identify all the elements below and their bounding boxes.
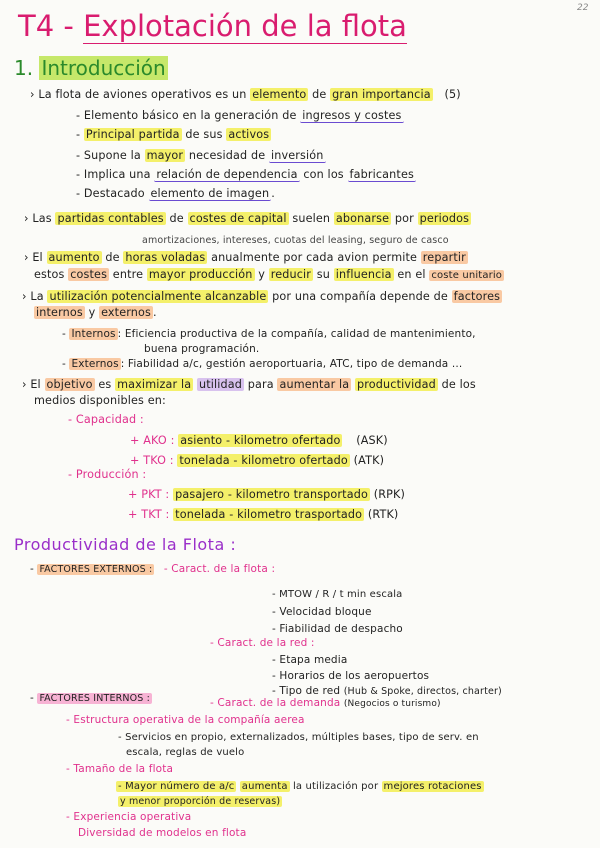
- bullet-text: Implica una: [83, 168, 151, 181]
- aumento-line-1: › El aumento de horas voladas anualmente por cada avion permite repartir: [24, 251, 466, 264]
- diversidad-label: Diversidad de modelos en flota: [78, 827, 247, 839]
- text: : Fiabilidad a/c, gestión aeroportuaria, ATC, tipo de demanda ...: [120, 358, 463, 370]
- factores-internos-line: - FACTORES INTERNOS :: [30, 692, 150, 704]
- label: Producción :: [75, 468, 147, 481]
- estructura-item-2: escala, reglas de vuelo: [126, 747, 245, 758]
- bullet-highlight: mayor: [146, 149, 184, 162]
- text: por una compañía depende de: [272, 290, 448, 303]
- highlight: mayor producción: [148, 268, 253, 281]
- bullet-highlight: inversión: [270, 149, 324, 162]
- text: es: [98, 378, 112, 391]
- section-number: 1.: [14, 56, 34, 80]
- acronym: (RTK): [367, 508, 399, 521]
- acronym: (ASK): [356, 434, 388, 447]
- flota-item: - Velocidad bloque: [272, 606, 372, 618]
- produccion-label: - Producción :: [68, 468, 147, 481]
- ako-line: [130, 434, 388, 448]
- tamano-label: - Tamaño de la flota: [66, 763, 174, 775]
- text: La: [30, 290, 44, 303]
- label: - Caract. de la demanda: [210, 697, 341, 709]
- text: y: [258, 268, 265, 281]
- text: .: [153, 306, 157, 319]
- key: + TKO :: [130, 454, 174, 467]
- tamano-item-2: [118, 795, 282, 809]
- bullet-text: Supone la: [83, 149, 141, 162]
- highlight: reducir: [270, 268, 312, 281]
- bullet-text: .: [271, 187, 275, 200]
- highlight: - Mayor número de a/c: [118, 781, 235, 792]
- red-label: - Caract. de la red :: [210, 637, 315, 649]
- bullet-highlight: relación de dependencia: [156, 168, 298, 181]
- tko-line: [130, 454, 384, 468]
- page-title: [18, 8, 407, 44]
- label: FACTORES INTERNOS :: [39, 693, 150, 704]
- highlight: coste unitario: [431, 270, 503, 281]
- highlight: tonelada - kilometro ofertado: [179, 454, 348, 467]
- text: El: [32, 251, 43, 264]
- tamano-item: [116, 780, 484, 794]
- highlight: utilidad: [198, 378, 243, 391]
- flota-item: - Fiabilidad de despacho: [272, 623, 403, 635]
- tkt-line: [128, 508, 398, 522]
- text: El: [30, 378, 41, 391]
- text: la utilización: [292, 781, 358, 792]
- intro-text: La flota de aviones operativos es un: [38, 88, 247, 101]
- key: + PKT :: [128, 488, 170, 501]
- text: suelen: [292, 212, 331, 225]
- highlight: influencia: [335, 268, 392, 281]
- label: FACTORES EXTERNOS :: [39, 564, 153, 575]
- intro-count: (5): [444, 88, 461, 101]
- highlight: aumenta: [241, 781, 288, 792]
- bullet-text: Destacado: [83, 187, 145, 200]
- text: entre: [112, 268, 144, 281]
- text: de los: [441, 378, 476, 391]
- highlight: aumento: [48, 251, 100, 264]
- bullet-highlight: elemento de imagen: [150, 187, 270, 200]
- highlight: repartir: [422, 251, 466, 264]
- sublabel: - Caract. de la flota :: [163, 563, 276, 575]
- bullet-highlight: fabricantes: [349, 168, 414, 181]
- text: (Hub & Spoke, directos, charter): [343, 686, 502, 697]
- partidas-note: amortizaciones, intereses, cuotas del leasing, seguro de casco: [142, 235, 449, 246]
- objetivo-line-2: medios disponibles en:: [34, 394, 166, 407]
- bullet-text: necesidad de: [188, 149, 266, 162]
- label: Externos: [71, 358, 119, 370]
- text: : Eficiencia productiva de la compañía, calidad de mantenimiento,: [117, 328, 476, 340]
- utilizacion-line-2: [34, 306, 157, 320]
- demanda-line: [210, 696, 441, 711]
- bullet: - Destacado elemento de imagen .: [76, 187, 275, 200]
- aumento-line-2: [34, 268, 504, 283]
- internos-line: - Internos : Eficiencia productiva de la compañía, calidad de mantenimiento,: [62, 328, 476, 340]
- text: su: [316, 268, 331, 281]
- estructura-label: - Estructura operativa de la compañía aerea: [66, 714, 305, 726]
- experiencia-label: - Experiencia operativa: [66, 811, 192, 823]
- intro-highlight: gran importancia: [332, 88, 431, 101]
- key: + AKO :: [130, 434, 175, 447]
- bullet-highlight: ingresos y costes: [302, 109, 402, 122]
- bullet-text: de sus: [185, 128, 223, 141]
- section-title: Introducción: [41, 56, 166, 80]
- key: + TKT :: [128, 508, 170, 521]
- factores-externos-line: - FACTORES EXTERNOS : - Caract. de la flota :: [30, 563, 276, 575]
- utilizacion-line: › La utilización potencialmente alcanzable por una compañía depende de factores: [22, 290, 501, 303]
- highlight: y menor proporción de reservas): [120, 796, 281, 807]
- label: Internos: [71, 328, 116, 340]
- page-number: 22: [577, 3, 589, 13]
- highlight: factores: [453, 290, 501, 303]
- flota-item: - MTOW / R / t min escala: [272, 589, 403, 600]
- intro-text: de: [312, 88, 327, 101]
- partidas-line: › Las partidas contables de costes de capital suelen abonarse por periodos: [24, 212, 470, 225]
- bullet: - Implica una relación de dependencia con los fabricantes: [76, 168, 414, 181]
- objetivo-line: › El objetivo es maximizar la utilidad para aumentar la productividad de los: [22, 378, 476, 391]
- highlight: horas voladas: [125, 251, 206, 264]
- highlight: utilización potencialmente alcanzable: [49, 290, 267, 303]
- intro-highlight: elemento: [252, 88, 307, 101]
- acronym: (RPK): [373, 488, 406, 501]
- text: por: [394, 212, 414, 225]
- capacidad-label: - Capacidad :: [68, 413, 144, 426]
- bullet-text: Elemento básico en la generación de: [83, 109, 297, 122]
- text: para: [247, 378, 274, 391]
- label: Capacidad :: [75, 413, 144, 426]
- highlight: maximizar la: [117, 378, 192, 391]
- highlight: internos: [36, 306, 83, 319]
- title-text: Explotación de la flota: [83, 9, 407, 43]
- section-heading-productividad: Productividad de la Flota :: [14, 535, 237, 554]
- pkt-line: [128, 488, 405, 502]
- highlight: tonelada - kilometro trasportado: [175, 508, 363, 521]
- bullet-highlight: activos: [228, 128, 270, 141]
- red-item: - Etapa media: [272, 654, 348, 666]
- text: por: [361, 781, 379, 792]
- text: anualmente por cada avion permite: [211, 251, 418, 264]
- text: en el: [397, 268, 426, 281]
- highlight: externos: [101, 306, 152, 319]
- text: de: [169, 212, 184, 225]
- highlight: asiento - kilometro ofertado: [180, 434, 341, 447]
- section-heading-introduccion: [14, 55, 168, 81]
- text: (Negocios o turismo): [343, 699, 441, 709]
- highlight: costes: [70, 268, 108, 281]
- text: y: [88, 306, 96, 319]
- text: Las: [32, 212, 52, 225]
- text: de: [105, 251, 120, 264]
- highlight: periodos: [419, 212, 470, 225]
- highlight: costes de capital: [189, 212, 287, 225]
- text: - Tipo de red: [272, 685, 341, 697]
- externos-line: - Externos : Fiabilidad a/c, gestión aeroportuaria, ATC, tipo de demanda ...: [62, 358, 463, 370]
- highlight: abonarse: [335, 212, 390, 225]
- internos-line-2: buena programación.: [144, 343, 260, 355]
- highlight: aumentar la: [279, 378, 350, 391]
- red-item: - Horarios de los aeropuertos: [272, 670, 430, 682]
- text: estos: [34, 268, 65, 281]
- highlight: mejores rotaciones: [383, 781, 482, 792]
- bullet: - Supone la mayor necesidad de inversión: [76, 149, 324, 162]
- bullet: - Elemento básico en la generación de ingresos y costes: [76, 109, 402, 122]
- estructura-item: - Servicios en propio, externalizados, múltiples bases, tipo de serv. en: [118, 732, 479, 743]
- bullet: - Principal partida de sus activos: [76, 128, 270, 141]
- bullet-highlight: Principal partida: [85, 128, 180, 141]
- highlight: productividad: [357, 378, 436, 391]
- highlight: objetivo: [46, 378, 93, 391]
- title-code: T4 -: [18, 9, 74, 43]
- intro-line: › La flota de aviones operativos es un elemento de gran importancia (5): [30, 88, 461, 101]
- acronym: (ATK): [353, 454, 385, 467]
- bullet-text: con los: [303, 168, 344, 181]
- highlight: partidas contables: [57, 212, 164, 225]
- highlight: pasajero - kilometro transportado: [175, 488, 368, 501]
